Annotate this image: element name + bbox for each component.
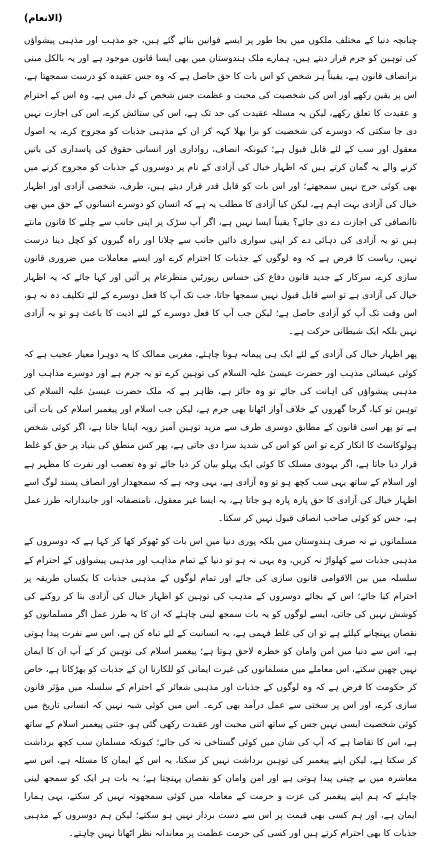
paragraph: پھر اظہار خیال کی آزادی کے لئے ایک ہی پیمانہ ہونا چاہئے، مغربی ممالک کا یہ دوہرا معیار عجیب ہے کہ کوئی عیسائی مذہب اور حضرت عیسیٰ علیہ السلام کی توہین کرے تو یہ جرم ہے اور دوسرے مذاہب اور مذہبی پیشواؤں کی اہانت کی جائے تو وہ جائز ہے، ظاہر ہے کہ ملک حضرت عیسیٰ علیہ السلام کی توہین تو کیا، گرجا گھروں کے خلاف آواز اٹھانا بھی جرم ہے، لیکن جب اسلام اور پیغمبر اسلام کی بات آتی ہے تو پھر اسی قانون کے مطابق دوسری طرف سے مزید توہین آمیز رویہ اپنایا جاتا ہے، اگر کوئی شخص ہولوکاسٹ کا انکار کرے تو اس کو اس کی شدید سزا دی جاتی ہے، پھر کس منطق کی بنیاد پر حق کو غلط قرار دیا جاتا ہے، اگر یہودی مسلک کا کوئی ایک پہلو بیان کر دیا جائے تو وہ تعصب اور نفرت کا مظہر ہے اور اسلام کے ساتھ یہی سب کچھ ہو تو وہ آزادی ہے، یہی وجہ ہے کہ سمجھدار اور انصاف پسند لوگ اسے اظہار خیال کی آزادی کا حق پارہ پارہ ہو جاتا ہے، یہ ایسا غیر معقول، نامنصفانہ اور جانبدارانہ طرز عمل ہے، جس کو کوئی صاحب انصاف قبول نہیں کر سکتا۔	[24, 350, 417, 525]
paragraph: مسلمانوں نے نہ صرف ہندوستان میں بلکہ پوری دنیا میں اس بات کو ٹھوکر کھا کر کہا ہے کہ دوسروں کے مذہبی جذبات سے کھلواڑ نہ کریں، وہ یہی نہ ہو تو دنیا کے تمام مذاہب اور مذہبی پیشواؤں کے احترام کے سلسلہ میں بین الاقوامی قانون سازی کی جائے اور تمام لوگوں کے مذہبی جذبات کا یکساں طریقہ پر احترام کیا جائے؛ اس کے بجائے دوسروں کے مذہب کی توہین کو اظہار خیال کی آزادی بتا کر روکنے کی کوشش نہیں کی جاتی، ایسے لوگوں کو یہ بات سمجھ لینی چاہئے کہ ان کا یہ طرز عمل اگر مسلمانوں کو نقصان پہنچانے کیلئے ہے تو ان کی غلط فہمی ہے، یہ انسانیت کے لئے تباہ کن ہے، اس سے نفرت پیدا ہوتی ہے، اس سے دنیا میں امن وامان کو خطرہ لاحق ہوتا ہے؛ پیغمبر اسلام کی توہین کر کے آپ ان کا ایمان نہیں چھین سکتے، اس معاملے میں مسلمانوں کی غیرت ایمانی کو للکارنا ان کے جذبات کو بھڑکانا ہے، خاص کر حکومت کا فرض ہے کہ وہ لوگوں کے جذبات اور مذہبی شعائر کے احترام کے سلسلہ میں مؤثر قانون سازی کرے، اور اس پر سختی سے عمل درآمد بھی کرے۔ اس میں کوئی شبہ نہیں کہ انسانی تاریخ میں کوئی شخصیت ایسی نہیں جس کے ساتھ اتنی محبت اور عقیدت رکھی گئی ہو، جتنی پیغمبر اسلام کے ساتھ ہے، اس کا تقاضا ہے کہ آپ کی شان میں کوئی گستاخی نہ کی جائے؛ کیونکہ مسلمان سب کچھ برداشت کر سکتا ہے، لیکن اپنے پیغمبر کی توہین برداشت نہیں کر سکتا، یہ اس کے ایمان کا مسئلہ ہے، اس سے معاشرہ میں بے چینی پیدا ہوتی ہے اور امن وامان کو نقصان پہنچتا ہے؛ یہ بات ہر ایک کو سمجھ لینی چاہئے کہ ہم اپنے پیغمبر کی عزت و حرمت کے معاملہ میں کوئی سمجھوتہ نہیں کر سکتے، یہی ہمارا ایمان ہے، اور ہم کسی بھی قیمت پر اس سے دست بردار نہیں ہو سکتے؛ لیکن ہم دوسروں کے مذہبی جذبات کا بھی احترام کرتے ہیں اور کسی کی حرمت عظمت پر معاندانہ نظر اٹھانا نہیں چاہتے۔	[24, 537, 417, 839]
running-header: (الانعام)	[24, 13, 63, 24]
paragraph: چنانچہ دنیا کے مختلف ملکوں میں بجا طور پر ایسے قوانین بنائے گئے ہیں، جو مذہب اور مذہبی پیشواؤں کی توہین کو جرم قرار دیتے ہیں، ہمارے ملک ہندوستان میں بھی ایسا قانون موجود ہے اور یہ بالکل مبنی برانصاف قانون ہے، یقیناً ہر شخص کو اس بات کا حق حاصل ہے کہ وہ جس عقیدہ کو درست سمجھتا ہے، اس پر یقین رکھے اور اس کی شخصیت کی محبت و عظمت جس شخص کے دل میں ہے، وہ اس کے احترام و عقیدت کا تعلق رکھے، لیکن یہ مسئلہ عقیدت کی حد تک ہے، اس کی ستائش کرے، اس کی اجازت نہیں دی جا سکتی کہ دوسرے کی شخصیت کو برا بھلا کہہ کر ان کے مذہبی جذبات کو مجروح کرے، یہ اصول معقول اور سب کے لئے قابل قبول ہے؛ کیونکہ انصاف، رواداری اور انسانی حقوق کی پاسداری کی باتیں کرنے والے یہ گمان کرتے ہیں کہ اظہار خیال کی آزادی کے نام پر دوسروں کے جذبات کو مجروح کرنے میں بھی کوئی حرج نہیں سمجھتے؛ اور اس بات کو قابل قدر قرار دیتے ہیں، طرف، شخصی آزادی اور اظہار خیال کی آزادی بہت اہم ہے، لیکن کیا آزادی کا مطلب یہ ہے کہ انسان کو دوسرے انسانوں کے حق میں بھی ناانصافی کی اجازت دے دی جائے؟ یقیناً ایسا نہیں ہے، اگر آپ سڑک پر اپنی جانب سے چلنے کا قانون مانتے ہیں تو یہ آزادی کی دہائی دے کر اپنی سواری دائیں جانب سے چلانا اور راہ گیروں کو کچل دینا درست نہیں، ریاست کا فرض ہے کہ وہ لوگوں کے جذبات کا احترام کرے اور ایسے معاملات میں ضروری قانون سازی کرے، سرکار کے جدید قانون دفاع کی حساس رپورٹیں منظرعام پر آئیں اور کہا جائے کہ یہ اظہار خیال کی آزادی ہے تو اسے قابل قبول نہیں سمجھا جاتا، جب تک آپ کا فعل دوسرے کے لئے تکلیف دہ نہ ہو، اس وقت تک آپ کو آزادی حاصل ہے؛ لیکن جب آپ کا فعل دوسرے کے لئے اذیت کا باعث ہو تو یہ آزادی نہیں بلکہ ایک شیطانی حرکت ہے۔	[24, 36, 417, 338]
body-text	[24, 32, 417, 843]
